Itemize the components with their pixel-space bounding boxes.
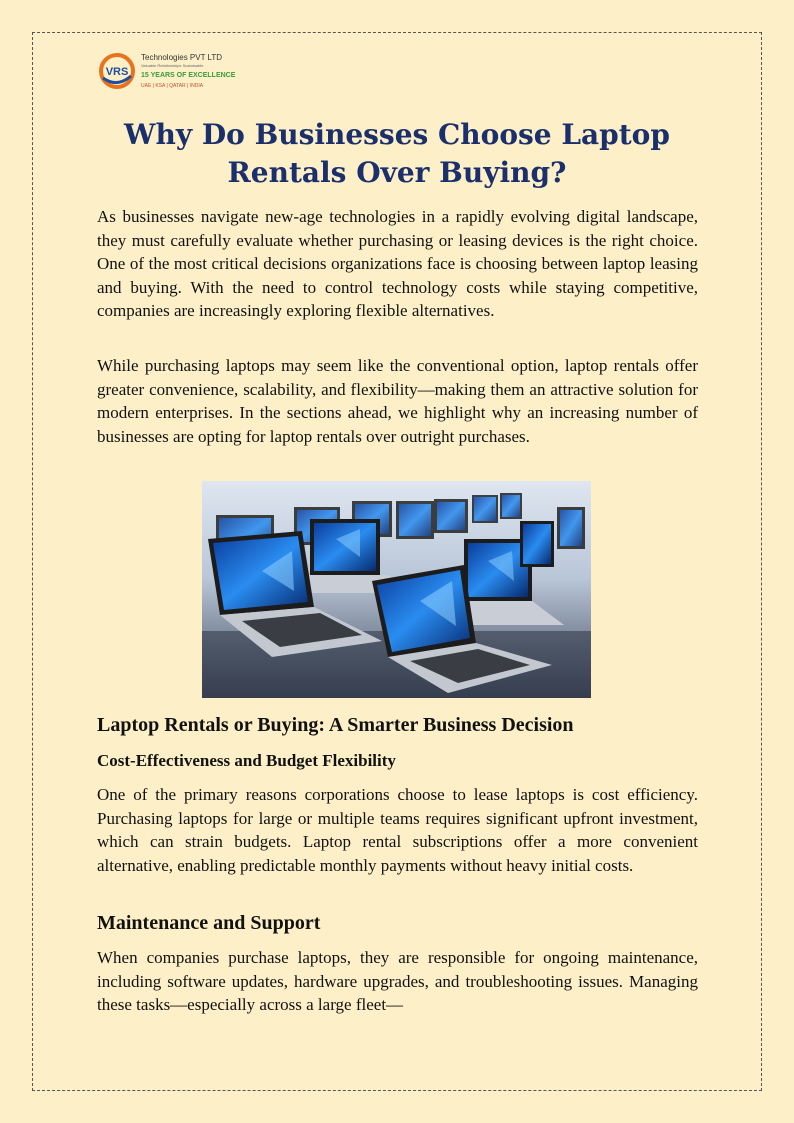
logo-years: 15 YEARS OF EXCELLENCE	[141, 72, 236, 79]
intro-paragraph-2: While purchasing laptops may seem like the conventional option, laptop rentals offer greater convenience, scalability, and flexibility—making them an attractive solution for modern enterprises. In the sections ahead, we highlight why an increasing number of businesses are opting for laptop rentals over outright purchases.	[97, 356, 698, 446]
vrs-logo-icon	[97, 52, 137, 90]
laptop-row-illustration	[202, 481, 591, 698]
maintenance-heading: Maintenance and Support	[97, 912, 321, 934]
cost-heading: Cost-Effectiveness and Budget Flexibility	[97, 751, 396, 770]
cost-paragraph: One of the primary reasons corporations choose to lease laptops is cost efficiency. Purchasing laptops for large or multiple teams requires significant upfront investment, which can strain budgets. Laptop rental subscriptions offer a more convenient alternative, enabling predictable monthly payments without heavy initial costs.	[97, 785, 698, 875]
page-title: Why Do Businesses Choose Laptop Rentals Over Buying?	[124, 118, 670, 189]
logo-tagline: Valuable Relationships Sustainable	[141, 63, 204, 68]
hero-image-laptops	[202, 481, 591, 698]
intro-paragraph-1: As businesses navigate new-age technologies in a rapidly evolving digital landscape, they must carefully evaluate whether purchasing or leasing devices is the right choice. One of the most critical decisions organizations face is choosing between laptop leasing and buying. With the need to control technology costs while staying competitive, companies are increasingly exploring flexible alternatives.	[97, 207, 698, 320]
company-logo	[97, 50, 247, 94]
logo-regions: UAE | KSA | QATAR | INDIA	[141, 83, 204, 89]
maintenance-paragraph: When companies purchase laptops, they are responsible for ongoing maintenance, including software updates, hardware upgrades, and troubleshooting issues. Managing these tasks—especially across a large fleet—	[97, 948, 698, 1014]
logo-mark: VRS	[105, 66, 129, 78]
logo-company-name: Technologies PVT LTD	[141, 53, 223, 62]
section-heading: Laptop Rentals or Buying: A Smarter Business Decision	[97, 714, 574, 736]
